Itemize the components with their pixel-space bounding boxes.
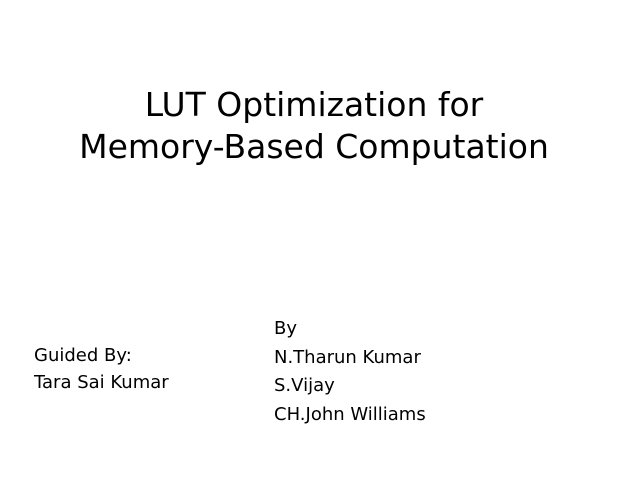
author-name: CH.John Williams xyxy=(274,403,426,425)
authors-block xyxy=(274,315,426,429)
author-name: N.Tharun Kumar xyxy=(274,346,421,368)
slide-title xyxy=(0,84,628,168)
slide-title-line-2: Memory-Based Computation xyxy=(79,127,549,166)
guide-name: Tara Sai Kumar xyxy=(34,372,169,393)
guide-block xyxy=(34,342,169,396)
by-label: By xyxy=(274,318,298,339)
slide-title-line-1: LUT Optimization for xyxy=(144,85,484,124)
guided-by-label: Guided By: xyxy=(34,345,132,366)
author-name: S.Vijay xyxy=(274,375,335,396)
